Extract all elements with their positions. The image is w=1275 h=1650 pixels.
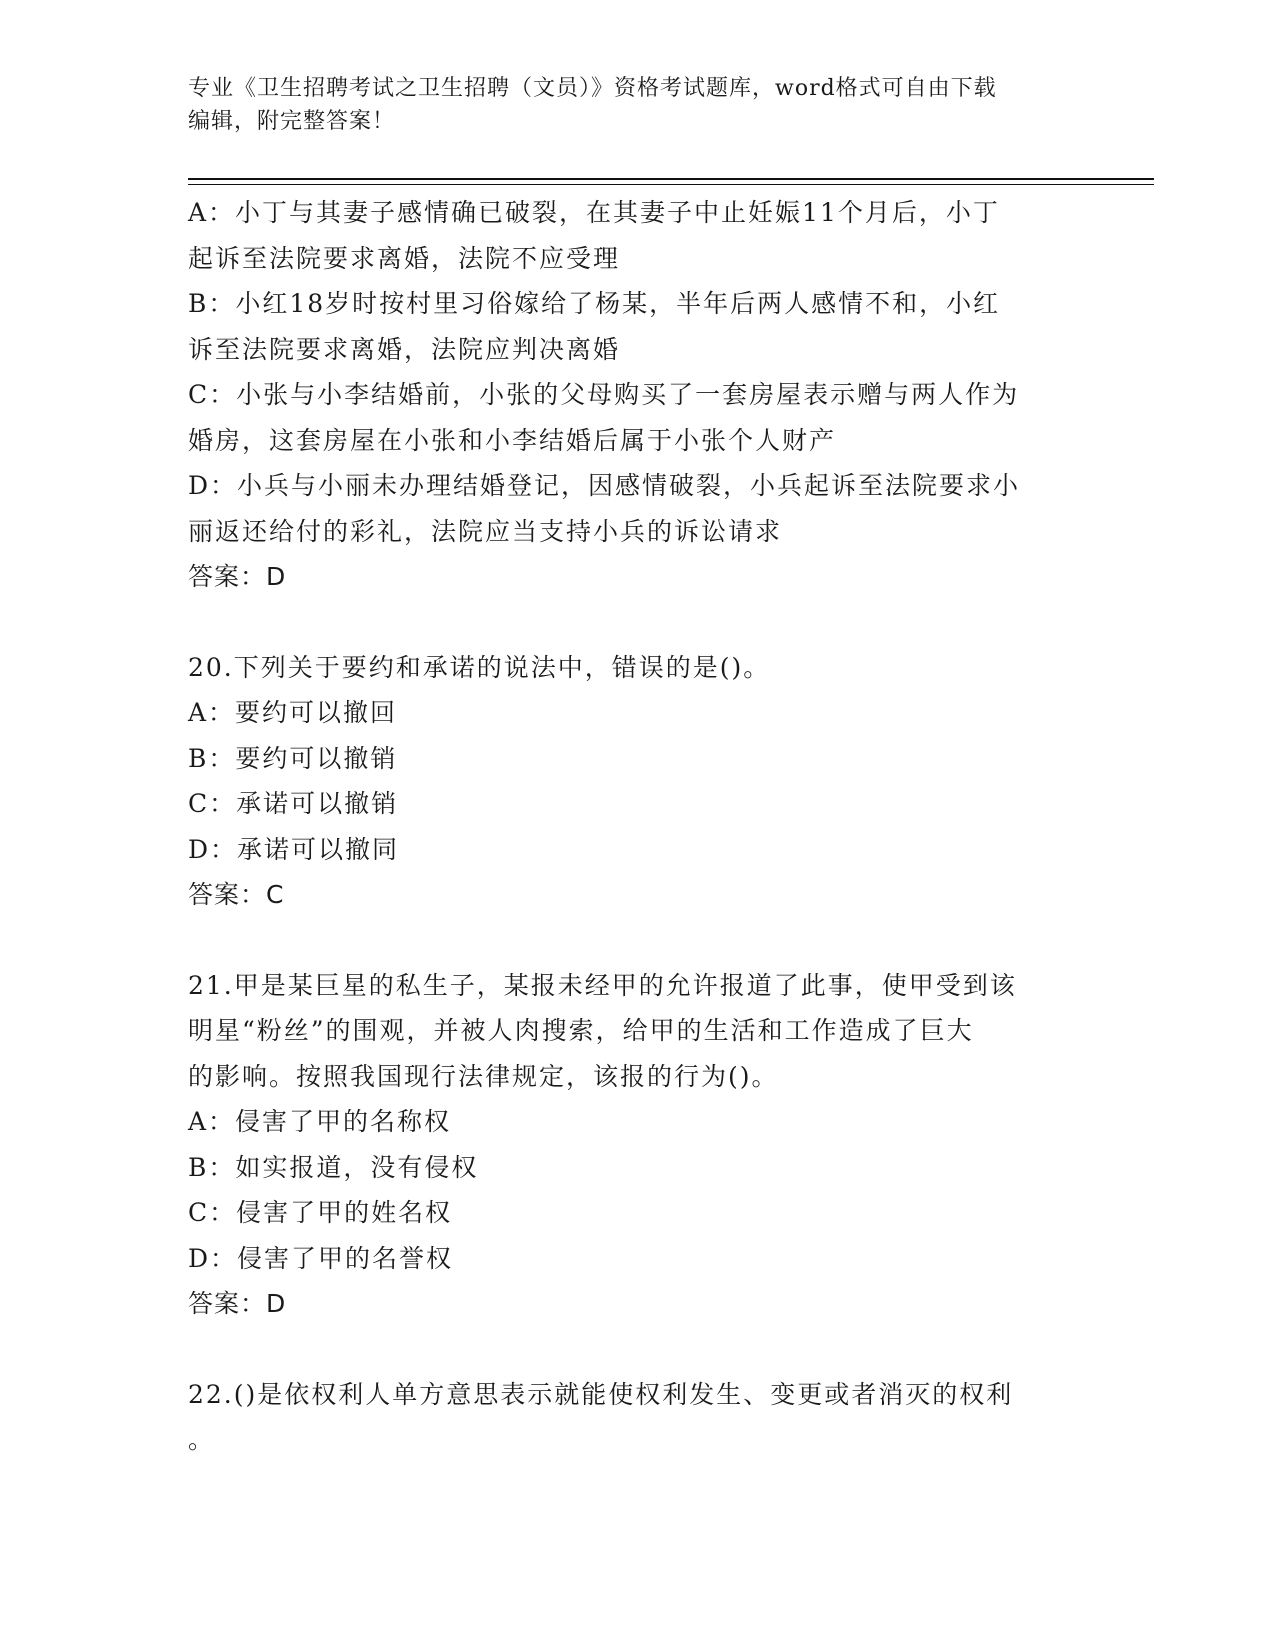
option-d-line-1: D：小兵与小丽未办理结婚登记，因感情破裂，小兵起诉至法院要求小: [188, 471, 1021, 500]
option-c: C：侵害了甲的姓名权: [188, 1198, 453, 1227]
option-b-line-2: 诉至法院要求离婚，法院应判决离婚: [188, 334, 621, 364]
question-20: [188, 645, 1088, 918]
question-21: [188, 963, 1088, 1327]
question-21-stem-line-1: 21.甲是某巨星的私生子，某报未经甲的允许报道了此事，使甲受到该: [188, 970, 1017, 1000]
question-22: [188, 1372, 1088, 1463]
option-a: A：要约可以撤回: [188, 698, 398, 727]
header-line-2: 编辑，附完整答案！: [188, 109, 396, 134]
option-b: B：如实报道，没有侵权: [188, 1152, 479, 1182]
question-21-stem-line-2: 明星“粉丝”的围观，并被人肉搜索，给甲的生活和工作造成了巨大: [188, 1016, 974, 1045]
option-c-line-2: 婚房，这套房屋在小张和小李结婚后属于小张个人财产: [188, 425, 837, 455]
spacer: [188, 1327, 1088, 1372]
header-divider-thin: [188, 184, 1154, 185]
question-19: [188, 190, 1088, 600]
question-list: [188, 190, 1088, 1463]
option-c-line-1: C：小张与小李结婚前，小张的父母购买了一套房屋表示赠与两人作为: [188, 380, 1020, 409]
question-22-stem-line-1: 22.()是依权利人单方意思表示就能使权利发生、变更或者消灭的权利: [188, 1379, 1014, 1409]
document-header: [188, 72, 1088, 138]
question-20-stem: 20.下列关于要约和承诺的说法中，错误的是()。: [188, 652, 771, 682]
question-22-stem-line-2: 。: [188, 1425, 216, 1454]
option-a: A：侵害了甲的名称权: [188, 1107, 452, 1136]
option-a-line-2: 起诉至法院要求离婚，法院不应受理: [188, 243, 621, 273]
question-21-stem-line-3: 的影响。按照我国现行法律规定，该报的行为()。: [188, 1061, 779, 1091]
option-d: D：承诺可以撤同: [188, 834, 400, 864]
option-d-line-2: 丽返还给付的彩礼，法院应当支持小兵的诉讼请求: [188, 516, 783, 546]
option-a-line-1: A：小丁与其妻子感情确已破裂，在其妻子中止妊娠11个月后，小丁: [188, 198, 1000, 227]
answer-21: 答案：D: [188, 1289, 287, 1318]
option-c: C：承诺可以撤销: [188, 789, 399, 818]
header-divider-thick: [188, 178, 1154, 180]
spacer: [188, 600, 1088, 645]
option-b-line-1: B：小红18岁时按村里习俗嫁给了杨某，半年后两人感情不和，小红: [188, 289, 1001, 318]
answer-20: 答案：C: [188, 880, 285, 909]
answer-19: 答案：D: [188, 562, 287, 591]
header-line-1: 专业《卫生招聘考试之卫生招聘（文员）》资格考试题库，word格式可自由下载: [188, 76, 997, 101]
option-d: D：侵害了甲的名誉权: [188, 1243, 454, 1273]
spacer: [188, 918, 1088, 963]
option-b: B：要约可以撤销: [188, 743, 398, 773]
